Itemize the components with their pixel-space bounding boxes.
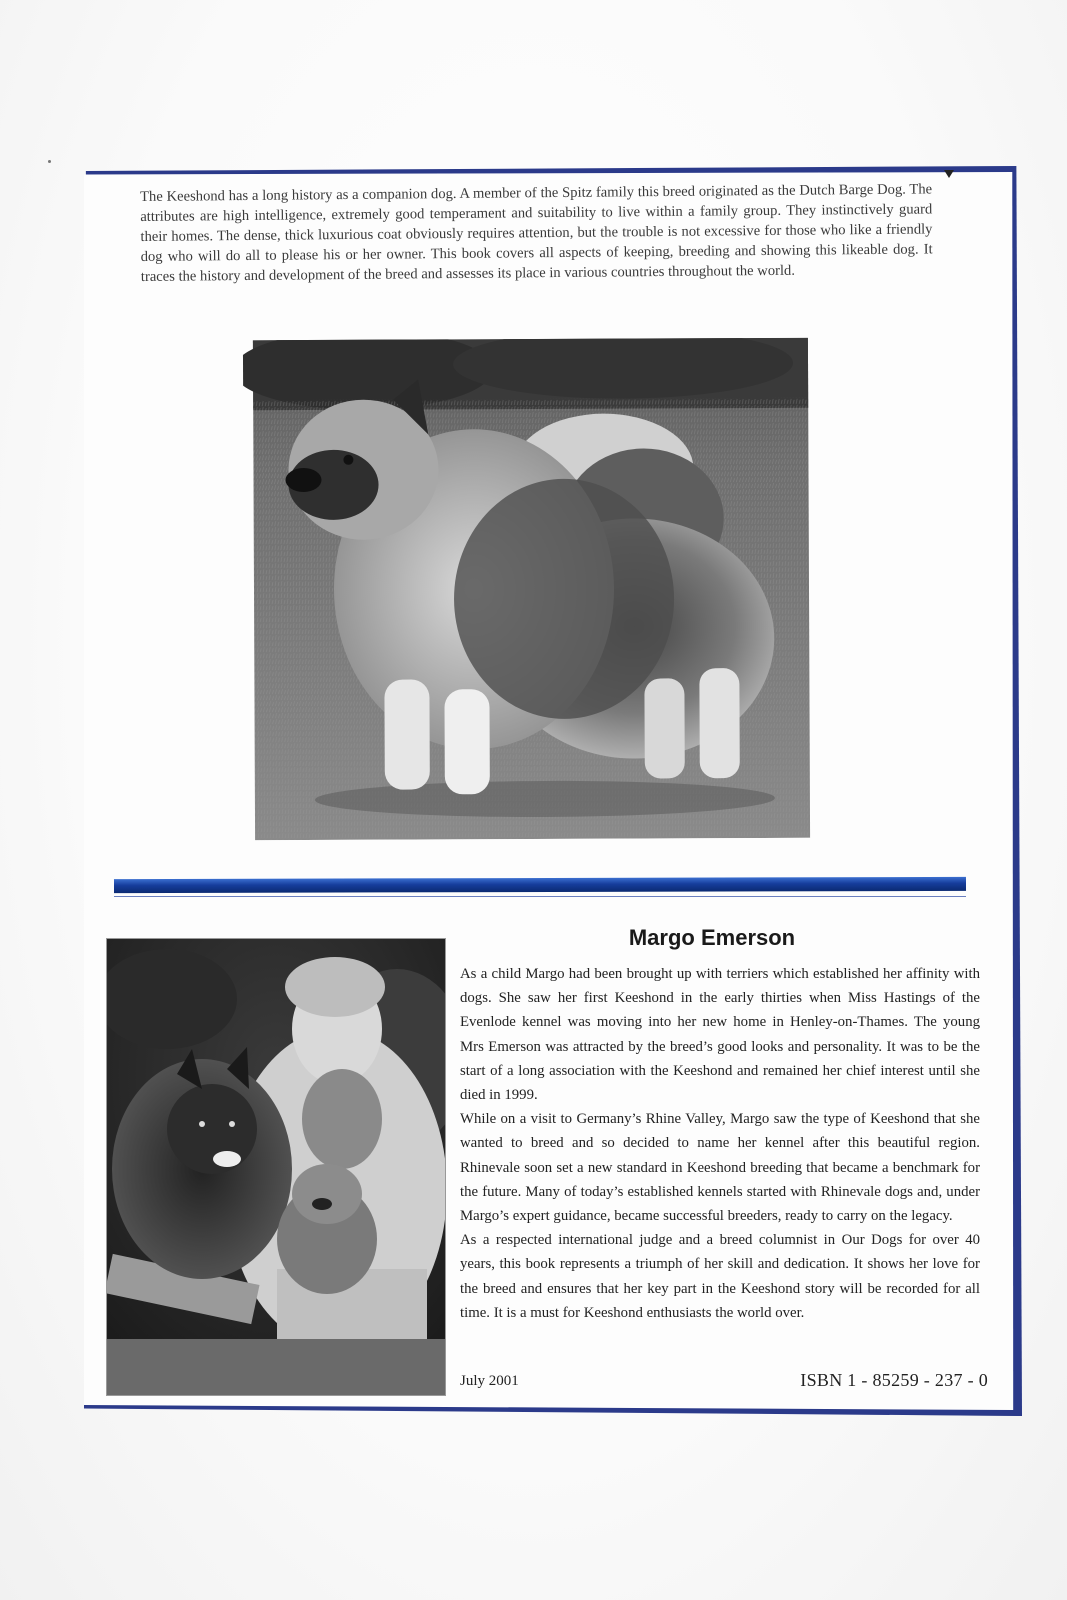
author-name-heading: Margo Emerson bbox=[628, 925, 796, 950]
author-photo bbox=[106, 938, 446, 1396]
divider-line bbox=[114, 896, 966, 897]
corner-mark bbox=[944, 170, 954, 178]
bio-paragraph: As a child Margo had been brought up with terriers which established her affinity with dogs. She saw her first Keeshond in the early thirties when Miss Hastings of the Evenlode kennel was moving into her new home in Henley-on-Thames. The young Mrs Emerson was attracted by the breed’s good looks and personality. It was to be the start of a long association with the Keeshond and remained her chief interest until she died in 1999. bbox=[460, 966, 980, 1104]
blurb-text: The Keeshond has a long history as a companion dog. A member of the Spitz family this breed originated as the Dutch Barge Dog. The attributes are high intelligence, extremely good temperament and suitability to live within a family group. They instinctively guard their homes. The dense, thick luxurious coat obviously requires attention, but the trouble is not excessive for those who like a friendly dog who will do all to please his or her owner. This book covers all aspects of keeping, breeding and showing this likeable dog. It traces the history and development of the breed and assesses its place in various countries throughout the world. bbox=[140, 181, 933, 285]
isbn-number: ISBN 1 - 85259 - 237 - 0 bbox=[800, 1370, 988, 1390]
author-bio bbox=[460, 962, 980, 1325]
publication-date: July 2001 bbox=[460, 1373, 519, 1389]
keeshond-photo bbox=[243, 338, 820, 841]
bio-paragraph: While on a visit to Germany’s Rhine Valley, Margo saw the type of Keeshond that she wanted to breed and so decided to name her kennel after this beautiful region. Rhinevale soon set a new standard in Keeshond breeding that became a benchmark for the future. Many of today’s established kennels started with Rhinevale dogs and, under Margo’s expert guidance, became successful breeders, ready to carry on the legacy. bbox=[460, 1111, 980, 1225]
dust-speck bbox=[48, 160, 51, 163]
blue-divider-band bbox=[114, 877, 966, 893]
bio-paragraph: As a respected international judge and a breed columnist in Our Dogs for over 40 years, this book represents a triumph of her skill and dedication. It shows her love for the breed and ensures that her key part in the Keeshond story will be recorded for all time. It is a must for Keeshond enthusiasts the world over. bbox=[460, 1232, 980, 1321]
